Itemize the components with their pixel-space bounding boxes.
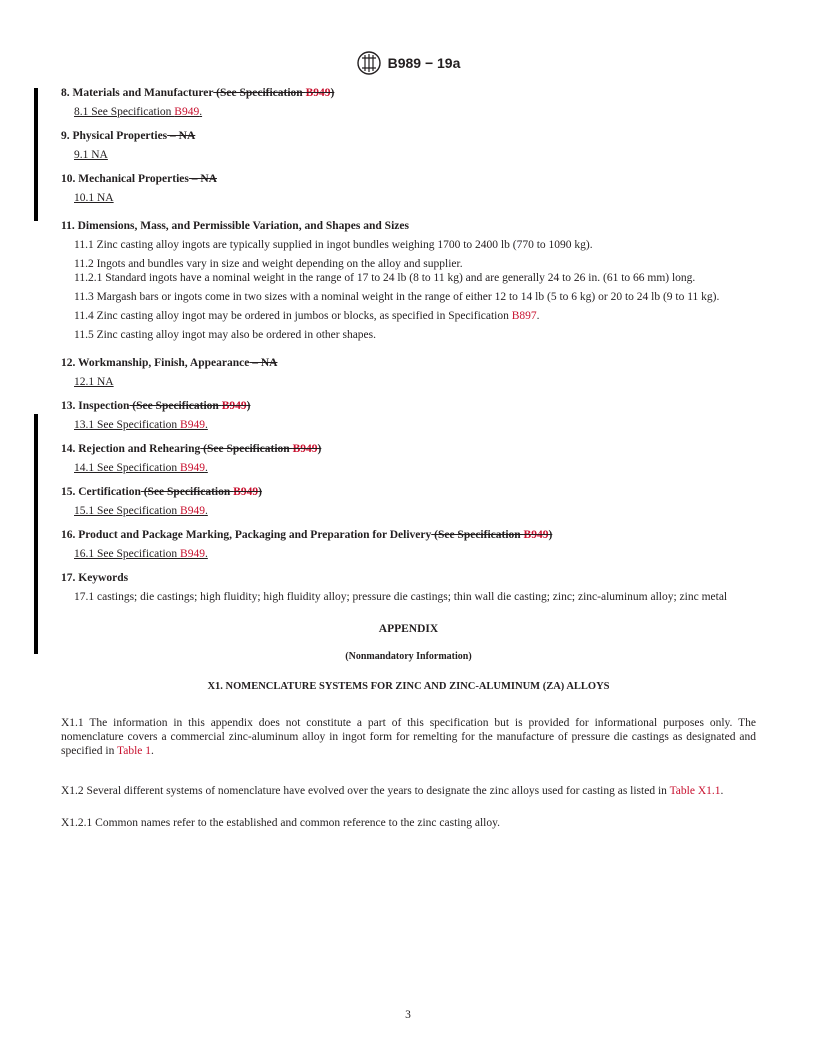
deleted-text: – NA: [167, 130, 196, 142]
appendix: [61, 622, 756, 830]
revision-bar: [34, 88, 38, 221]
paragraph: 11.3 Margash bars or ingots come in two sizes with a nominal weight in the range of either 12 to 14 lb (5 to 6 kg) or 20 to 24 lb (9 to 11 kg).: [74, 291, 720, 303]
subsection: 10.1 NA: [74, 192, 114, 204]
ref-link[interactable]: B949: [221, 400, 247, 412]
paragraph: 11.2 Ingots and bundles vary in size and weight depending on the alloy and supplier.: [74, 258, 463, 270]
paragraph: 11.1 Zinc casting alloy ingots are typically supplied in ingot bundles weighing 1700 to 2400 lb (770 to 1090 kg).: [74, 239, 593, 251]
section-heading: 13. Inspection (See Specification B949): [61, 400, 251, 412]
paragraph: 17.1 castings; die castings; high fluidity; high fluidity alloy; pressure die castings; thin wall die casting; zinc; zinc-aluminum alloy; zinc metal: [74, 591, 728, 603]
deleted-text: (See Specification B949): [431, 529, 553, 541]
appendix-subtitle: (Nonmandatory Information): [345, 651, 472, 662]
section-heading: 15. Certification (See Specification B949): [61, 486, 262, 498]
paragraph: X1.2 Several different systems of nomenclature have evolved over the years to designate the zinc alloys used for casting as listed in Table X1.1.: [61, 785, 724, 797]
section-15: [61, 485, 756, 518]
section-heading: 8. Materials and Manufacturer (See Specification B949): [61, 87, 335, 99]
paragraph: X1.1 The information in this appendix does not constitute a part of this specification but is provided for informational purposes only. The nomenclature covers a commercial zinc-aluminum alloy in ingot form for remelting for the manufacture of pressure die castings as designated and specified in Table 1.: [61, 717, 756, 757]
deleted-text: – NA: [188, 173, 217, 185]
ref-link[interactable]: B949: [180, 505, 205, 517]
main-content: [61, 86, 756, 830]
subsection: 14.1 See Specification B949.: [74, 462, 208, 474]
section-heading: 10. Mechanical Properties – NA: [61, 173, 217, 185]
ref-link[interactable]: B949: [180, 419, 205, 431]
appendix-section-title: X1. NOMENCLATURE SYSTEMS FOR ZINC AND ZINC-ALUMINUM (ZA) ALLOYS: [207, 681, 610, 692]
deleted-text: (See Specification B949): [129, 400, 251, 412]
subsection: 9.1 NA: [74, 149, 108, 161]
section-10: [61, 172, 756, 205]
section-13: [61, 399, 756, 432]
section-heading: 9. Physical Properties – NA: [61, 130, 196, 142]
ref-link[interactable]: B949: [180, 462, 205, 474]
revision-bar: [34, 414, 38, 654]
subsection: 12.1 NA: [74, 376, 114, 388]
ref-link[interactable]: B949: [233, 486, 259, 498]
deleted-text: (See Specification B949): [200, 443, 322, 455]
page-header: [0, 50, 816, 80]
section-heading: 12. Workmanship, Finish, Appearance – NA: [61, 357, 278, 369]
paragraph: 11.2.1 Standard ingots have a nominal weight in the range of 17 to 24 lb (8 to 11 kg) and are generally 24 to 26 in. (61 to 66 mm) long.: [74, 272, 696, 284]
document-id: B989 − 19a: [387, 55, 461, 71]
ref-link[interactable]: Table X1.1: [669, 785, 721, 797]
section-heading: 14. Rejection and Rehearing (See Specification B949): [61, 443, 322, 455]
section-11: [61, 219, 756, 342]
section-14: [61, 442, 756, 475]
ref-link[interactable]: Table 1: [117, 745, 152, 757]
deleted-text: (See Specification B949): [140, 486, 262, 498]
section-16: [61, 528, 756, 561]
subsection: 13.1 See Specification B949.: [74, 419, 208, 431]
section-heading: 11. Dimensions, Mass, and Permissible Variation, and Shapes and Sizes: [61, 220, 409, 232]
section-9: [61, 129, 756, 162]
appendix-title: APPENDIX: [378, 623, 439, 635]
ref-link[interactable]: B949: [305, 87, 331, 99]
ref-link[interactable]: B949: [292, 443, 318, 455]
section-heading: 16. Product and Package Marking, Packaging and Preparation for Delivery (See Specification B949): [61, 529, 553, 541]
section-8: [61, 86, 756, 119]
subsection: 15.1 See Specification B949.: [74, 505, 208, 517]
deleted-text: – NA: [249, 357, 278, 369]
paragraph: 11.4 Zinc casting alloy ingot may be ordered in jumbos or blocks, as specified in Specification B897.: [74, 310, 540, 322]
ref-link[interactable]: B897: [511, 310, 537, 322]
section-12: [61, 356, 756, 389]
deleted-text: (See Specification B949): [213, 87, 335, 99]
ref-link[interactable]: B949: [174, 106, 200, 118]
subsection: 8.1 See Specification B949.: [74, 106, 203, 118]
section-17: [61, 571, 756, 604]
page-number: 3: [405, 1009, 411, 1021]
ref-link[interactable]: B949: [180, 548, 205, 560]
section-heading: 17. Keywords: [61, 572, 129, 584]
paragraph: 11.5 Zinc casting alloy ingot may also be ordered in other shapes.: [74, 329, 377, 341]
astm-logo-icon: [356, 50, 382, 76]
paragraph: X1.2.1 Common names refer to the established and common reference to the zinc casting alloy.: [61, 817, 500, 829]
ref-link[interactable]: B949: [523, 529, 549, 541]
subsection: 16.1 See Specification B949.: [74, 548, 208, 560]
